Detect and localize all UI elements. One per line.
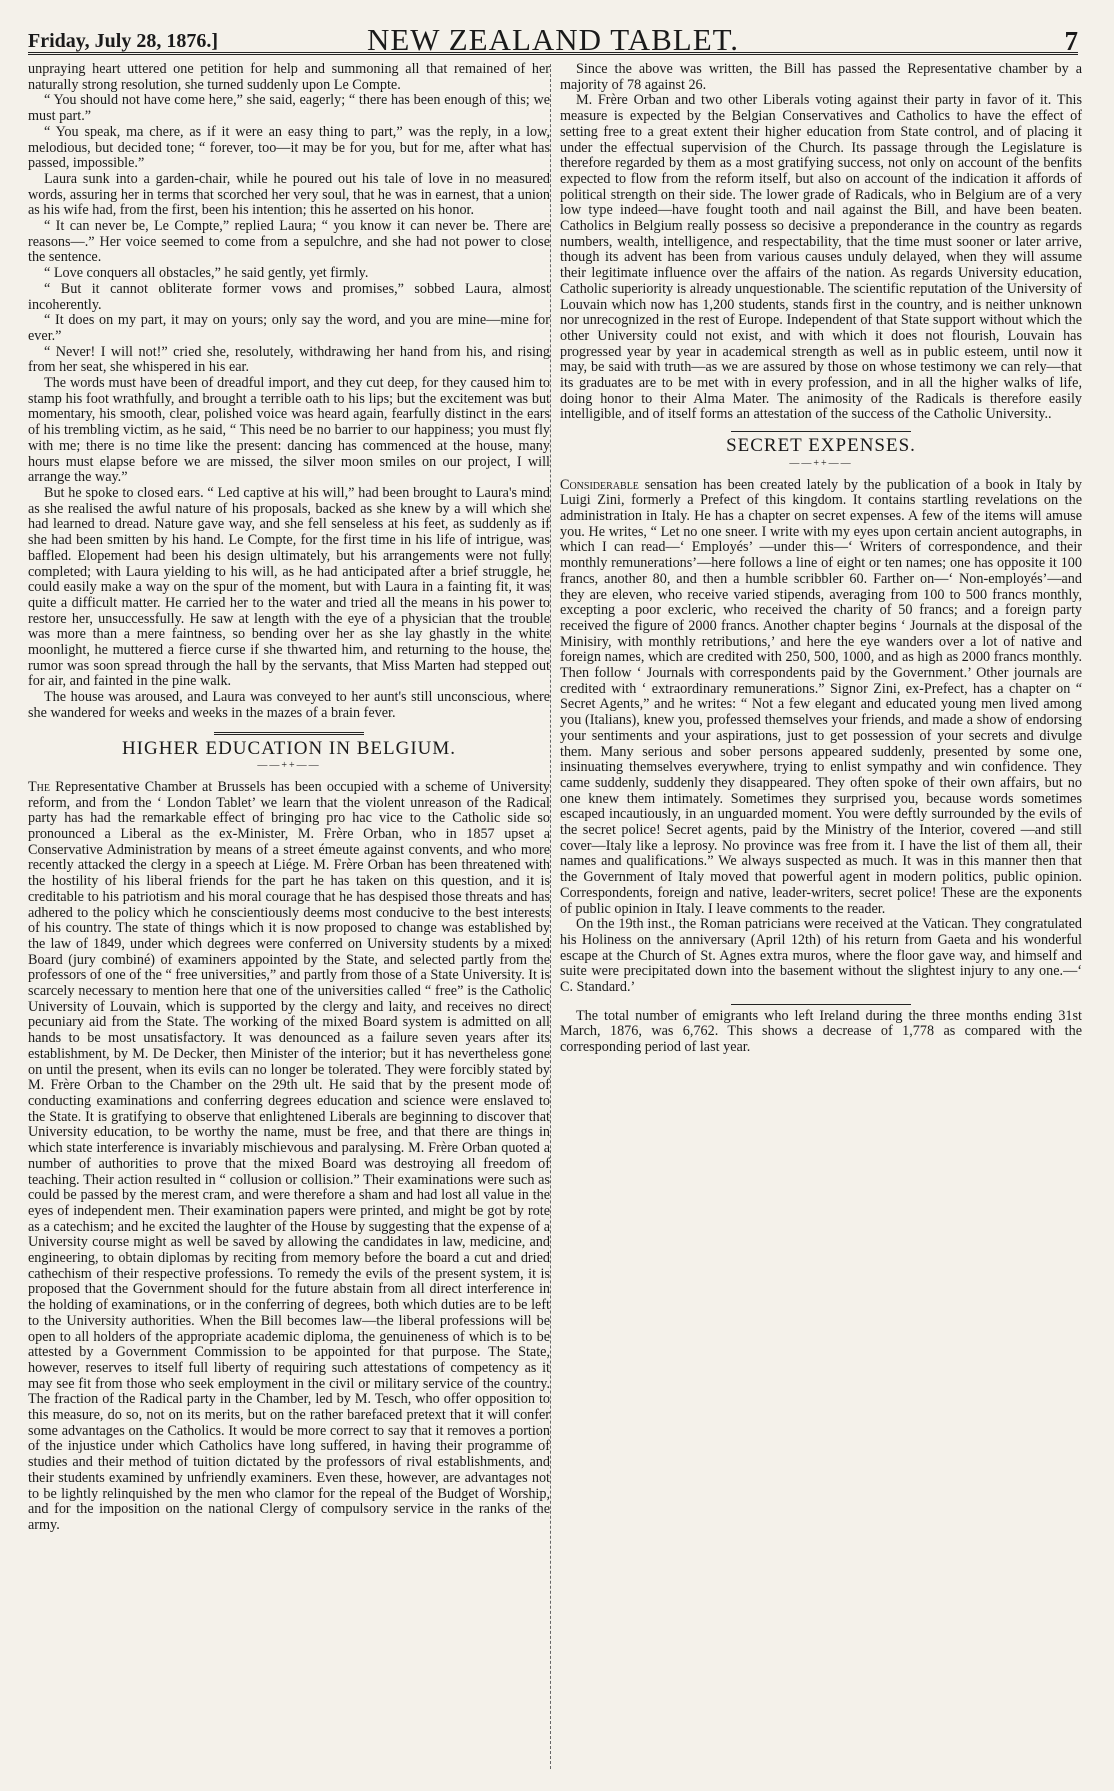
expenses-text: sensation has been created lately by the publication of a book in Italy by Luigi Zini, formerly a Prefect of this kingdom. It contains startling revelations on the administration in Italy. He has a chapter on secret expenses. A few of the items will amuse you. He writes, “ Let no one sneer. I write with my eyes upon certain ancient autographs, in which I can read—‘ Employés’ —under this—‘ Writers of correspondence, and their monthly remunerations’—here follows a line of eight or ten names; one has opposite it 100 francs, another 80, and then a humble scribbler 60. Farther on—‘ Non-employés’—and they are eleven, who receive varied stipends, averaging from 100 to 500 francs monthly, excepting a poor excleric, who received the charity of 50 francs; and a foreign party received the figure of 2000 francs. Another chapter begins ‘ Journals at the disposal of the Minisiry, with monthly retributions,’ and here the eye wanders over a lot of native and foreign names, which are credited with 250, 500, 1000, and as high as 2000 francs monthly. Then follow ‘ Journals with correspondents paid by the Government.’ Other journals are credited with ‘ extraordinary remunerations.” Signor Zini, ex-Prefect, has a chapter on “ Secret Agents,” and he writes: “ Not a few elegant and educated young men lived among you (Italians), knew you, professed themselves your friends, and made a show of endorsing your sentiments and your aspirations, just to get possession of your secrets and divulge them. Many serious and sober persons appeared suddenly, presented by some one, insinuating themselves everywhere, trying to enlist sympathy and win confidence. They came suddenly, suddenly they disappeared. They often spoke of their own affairs, but no one knew them intimately. Sometimes they surprised you, because words sometimes escaped incautiously, in an unguarded moment. You were deftly surrounded by the evils of the secret police! Secret agents, paid by the Ministry of the Interior, covered —and still cover—Italy like a leprosy. No province was free from it. I have the list of them all, their names and qualifications.” We always suspected as much. It was in this manner then that the Government of Italy moved that powerful agent in modern politics, public opinion. Correspondents, foreign and native, leader-writers, secret police! These are the exponents of public opinion in Italy. I leave comments to the reader. bbox=[560, 476, 1082, 917]
education-text: Representative Chamber at Brussels has been occupied with a scheme of University reform, and from the ‘ London Tablet’ we learn that the violent unreason of the Radical party has had the remarkable effect of bringing pro hac vice to the Catholic side so pronounced a Liberal as the ex-Minister, M. Frère Orban, who in 1857 upset a Conservative Administration by means of a street émeute against convents, and who more recently attacked the clergy in a speech at Liége. M. Frère Orban has been threatened with the hostility of his liberal friends for the part he has taken on this question, and it is creditable to his patriotism and his moral courage that he has despised those threats and has adhered to the policy which he conscientiously deems most conducive to the best interests of his country. The state of things which it is now proposed to change was established by the law of 1849, under which degrees were conferred on University students by a mixed Board (jury combiné) of examiners appointed by the State, and selected partly from the professors of one of the “ free universities,” and partly from those of a State University. It is scarcely necessary to mention here that one of the universities called “ free” is the Catholic University of Louvain, which is supported by the clergy and laity, and receives no direct pecuniary aid from the State. The working of the mixed Board system is admitted on all hands to be most unsatisfactory. It was denounced as a failure seven years after its establishment, by M. De Decker, then Minister of the interior; but it has nevertheless gone on until the present, when its evils can no longer be tolerated. They were forcibly stated by M. Frère Orban to the Chamber on the 29th ult. He said that by the present mode of conducting examinations and conferring degrees education and science were enslaved to the State. It is gratifying to observe that enlightened Liberals are beginning to discover that University education, to be worthy the name, must be free, and that there are things in which state interference is invariably mischievous and paralysing. M. Frère Orban quoted a number of authorities to prove that the mixed Board was destroying all freedom of teaching. Their action resulted in “ collusion or collision.” Their examinations were such as could be passed by the merest cram, and were therefore a sham and had lost all value in the eyes of independent men. Their examination papers were printed, and might be got by rote as a catechism; and he excited the laughter of the House by suggesting that the expense of a University course might as well be saved by allowing the candidates in law, medicine, and engineering, to obtain diplomas by reciting from memory before the board a cut and dried cathechism of their respective professions. To remedy the evils of the present system, it is proposed that the Government should for the future abstain from all direct interference in the holding of examinations, or in the conferring of degrees, both which duties are to be left to the University authorities. When the Bill becomes law—the liberal professions will be open to all holders of the appropriate academic diploma, the genuineness of which is to be attested by a Government Commission to be appointed for that purpose. The State, however, reserves to itself full liberty of requiring such attestations of competency as it may see fit from those who seek employment in the civil or military service of the country. The fraction of the Radical party in the Chamber, led by M. Tesch, who offer opposition to this measure, do so, not on its merits, but on the rather barefaced pretext that it will confer some advantages on the Catholics. It would be more correct to say that it removes a portion of the injustice under which Catholics have long suffered, in having their programme of studies and their method of tuition dictated by the professors of rival establishments, and their students examined by unfriendly examiners. Even these, however, are advantages not to be lightly relinquished by the men who clamor for the repeal of the Budget of Worship, and for the imposition on the national Clergy of compulsory service in the ranks of the army. bbox=[28, 778, 550, 1533]
education-paragraph bbox=[28, 780, 550, 1534]
story-paragraph: But he spoke to closed ears. “ Led captive at his will,” had been brought to Laura's mind as she realised the awful nature of his proposals, backed as she knew by a will which she had learned to dread. Nature gave way, and she fell senseless at his feet, as suddenly as if she had been smitten by his hand. Le Compte, for the first time in his life of intrigue, was baffled. Elopement had been his design ultimately, but his arrangements were not fully completed; with Laura yielding to his will, as he had anticipated after a brief struggle, he could easily make a way on the spur of the moment, but with Laura in a fainting fit, it was quite a difficult matter. He carried her to the water and tried all the means in his power to restore her, unsuccessfully. He saw at length with the eye of a physician that the trouble was more than a mere faintness, so bending over her as she lay ghastly in the white moonlight, he muttered a fierce curse if she thwarted him, and returning to the house, the rumor was soon spread through the hall by the servants, that Miss Marten had stepped out for air, and fainted in the pine walk. bbox=[28, 484, 550, 690]
left-column bbox=[28, 62, 550, 1774]
story-paragraph: Laura sunk into a garden-chair, while he poured out his tale of love in no measured words, assuring her in terms that scorched her very soul, that he was in earnest, that a union as his wife had, from the first, been his intention; this he asserted on his honor. bbox=[28, 170, 550, 219]
newspaper-title: NEW ZEALAND TABLET. bbox=[366, 22, 740, 57]
section-divider bbox=[731, 431, 911, 432]
column-divider bbox=[550, 64, 551, 1769]
expenses-lead-word: Considerable bbox=[560, 476, 639, 493]
heading-ornament: ——++—— bbox=[789, 457, 853, 469]
story-paragraph: The words must have been of dreadful import, and they cut deep, for they caused him to stamp his foot wrathfully, and brought a terrible oath to his lips; but the excitement was but momentary, his smooth, clear, polished voice was heard again, fearfully distinct in the ears of his trembling victim, as he said, “ This need be no barrier to our happiness; you must fly with me; there is no time like the present: dancing has commenced at the house, many hours must elapse before we are missed, the silver moon smiles on our project, I will arrange the way.” bbox=[28, 375, 550, 486]
issue-date: Friday, July 28, 1876.] bbox=[28, 30, 219, 52]
emigrants-paragraph: The total number of emigrants who left Ireland during the three months ending 31st March, 1876, was 6,762. This shows a decrease of 1,778 as compared with the corresponding period of last year. bbox=[560, 1007, 1082, 1056]
story-paragraph: “ Love conquers all obstacles,” he said gently, yet firmly. bbox=[44, 265, 369, 282]
story-paragraph: “ You should not have come here,” she said, eagerly; “ there has been enough of this; we must part.” bbox=[28, 92, 550, 125]
education-paragraph: Since the above was written, the Bill has passed the Representative chamber by a majority of 78 against 26. bbox=[560, 62, 1082, 93]
page-number: 7 bbox=[1064, 26, 1078, 56]
section-divider bbox=[731, 1004, 911, 1005]
story-paragraph: “ It can never be, Le Compte,” replied Laura; “ you know it can never be. There are reasons—.” Her voice seemed to come from a sepulchre, and she had not power to close the sentence. bbox=[28, 218, 550, 266]
expenses-paragraph: On the 19th inst., the Roman patricians were received at the Vatican. They congratulated his Holiness on the anniversary (April 12th) of his return from Gaeta and his wonderful escape at the Church of St. Agnes extra muros, where the floor gave way, and himself and suite were precipitated down into the basement without the slightest injury to any one.—‘ C. Standard.’ bbox=[560, 916, 1082, 996]
education-paragraph: M. Frère Orban and two other Liberals voting against their party in favor of it. This measure is expected by the Belgian Conservatives and Catholics to have the effect of setting free to a great extent their higher education from State control, and of placing it under the effectual supervision of the Church. Its passage through the Legislature is therefore regarded by them as a most gratifying success, not only on account of the benfits expected to flow from the reform itself, but also on account of the indication it affords of political strength on their side. The lower grade of Radicals, who in Belgium are of a very low type indeed—have fought tooth and nail against the Bill, and have been beaten. Catholics in Belgium really possess so decisive a preponderance in the country as regards numbers, wealth, intelligence, and respectability, that the time must sooner or later arrive, though its advent has been from various causes unduly delayed, when they will assume their legitimate influence over the affairs of the nation. As regards University education, Catholic superiority is already unquestionable. The scientific reputation of the University of Louvain which now has 1,200 students, stands first in the country, and is neither unknown nor unrecognized in the rest of Europe. Independent of that State support without which the other University could not exist, and with which it does not flourish, Louvain has progressed year by year in academical strength as well as in public esteem, until now it may, be said with truth—as we are assured by those on whose testimony we can rely—that its graduates are to be met with in every profession, and in all the higher walks of life, doing honor to their Alma Mater. The animosity of the Radicals is therefore easily intelligible, and of itself forms an attestation of the success of the Catholic University.. bbox=[560, 92, 1082, 423]
masthead bbox=[28, 18, 1078, 55]
expenses-heading: SECRET EXPENSES. bbox=[726, 435, 916, 457]
story-paragraph: unpraying heart uttered one petition for help and summoning all that remained of her naturally strong resolution, she turned suddenly upon Le Compte. bbox=[28, 62, 550, 93]
story-paragraph: “ But it cannot obliterate former vows and promises,” sobbed Laura, almost incoherently. bbox=[28, 280, 550, 313]
section-divider bbox=[214, 732, 364, 735]
story-paragraph: The house was aroused, and Laura was conveyed to her aunt's still unconscious, where she wandered for weeks and weeks in the mazes of a brain fever. bbox=[28, 689, 550, 721]
story-paragraph: “ It does on my part, it may on yours; only say the word, and you are mine—mine for ever.” bbox=[28, 312, 550, 344]
story-paragraph: “ You speak, ma chere, as if it were an easy thing to part,” was the reply, in a low, melodious, but decided tone; “ forever, too—it may be for you, but for me, after what has passed, impossible.” bbox=[28, 123, 550, 172]
right-column bbox=[560, 62, 1082, 1774]
expenses-paragraph bbox=[560, 478, 1082, 918]
education-lead-word: The bbox=[28, 778, 50, 795]
education-heading: HIGHER EDUCATION IN BELGIUM. bbox=[121, 737, 457, 759]
story-paragraph: “ Never! I will not!” cried she, resolutely, withdrawing her hand from his, and rising from her seat, she whispered in his ear. bbox=[28, 343, 550, 376]
heading-ornament: ——++—— bbox=[257, 760, 321, 772]
